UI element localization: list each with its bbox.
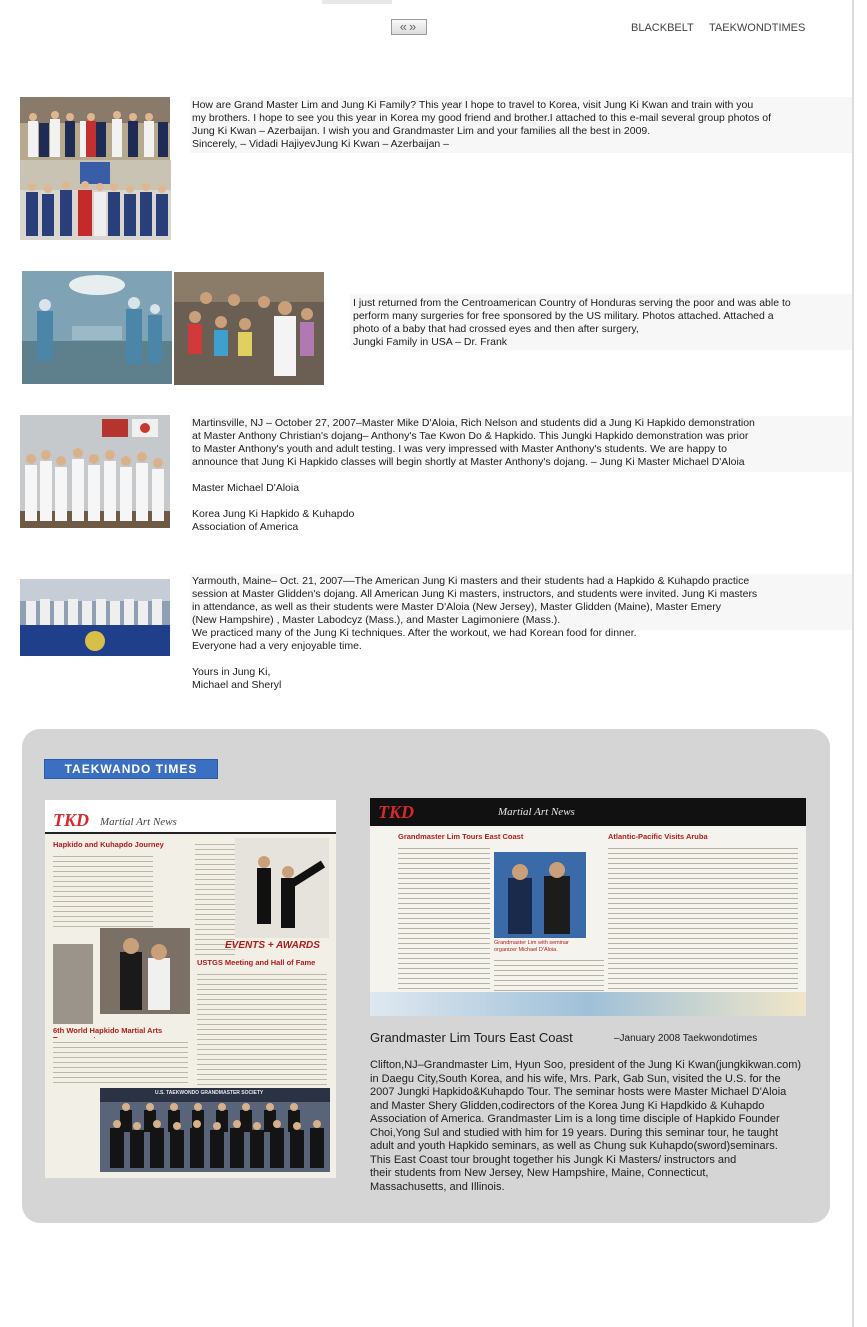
text-column bbox=[398, 844, 490, 994]
magazine-page-right[interactable] bbox=[370, 798, 806, 1016]
magazine-header bbox=[45, 800, 336, 834]
small-photo-column bbox=[53, 944, 93, 1024]
post-text-azerbaijan: How are Grand Master Lim and Jung Ki Family? This year I hope to travel to Korea, visit Jung Ki Kwan and train with you my brothers. I hope to see you this year in Korea my good friend and brother.I attached to this e-mail several group photos of Jung Ki Kwan – Azerbaijan. I wish you and Grandmaster Lim and your families all the best in 2009. Sincerely, – Vidadi HajiyevJung Ki Kwan – Azerbaijan – bbox=[192, 99, 771, 150]
lim-seminar-photo bbox=[494, 852, 586, 938]
magazine-logo: TKD bbox=[378, 802, 414, 822]
next-arrow-icon[interactable]: » bbox=[409, 19, 419, 34]
post-text-yarmouth: Yarmouth, Maine– Oct. 21, 2007––The American Jung Ki masters and their students had a Hapkido & Kuhapdo practice session at Master Glidden's dojang. All American Jung Ki masters, instructors, and students were invited. Jung Ki masters in attendance, as well as their students were Master D'Aloia (New Jersey), Master Glidden (Maine), Master Emery (New Hampshire) , Master Labodcyz (Mass.), and Master Lagimoniere (Mass.). We practiced many of the Jung Ki techniques. After the workout, we had Korean food for dinner. Everyone had a very enjoyable time. Yours in Jung Ki, Michael and Sheryl bbox=[192, 575, 758, 691]
article-title: Grandmaster Lim Tours East Coast bbox=[370, 1030, 573, 1045]
grandmaster-photo bbox=[100, 928, 190, 1014]
text-column bbox=[608, 844, 798, 994]
magazine-footer-band bbox=[370, 992, 806, 1016]
right-head-lim-tours: Grandmaster Lim Tours East Coast bbox=[398, 832, 524, 841]
page-frame-edge bbox=[852, 0, 854, 1327]
pager[interactable] bbox=[391, 19, 427, 35]
text-column bbox=[53, 1038, 188, 1086]
prev-arrow-icon[interactable]: « bbox=[399, 19, 409, 34]
magazine-name: Martial Art News bbox=[100, 816, 177, 828]
article-date: –January 2008 Taekwondotimes bbox=[614, 1033, 758, 1044]
group-photo-azerbaijan-2 bbox=[20, 160, 171, 240]
photo-caption: Grandmaster Lim with seminar organizer Michael D'Aloia. bbox=[494, 940, 569, 953]
honduras-family-photo bbox=[174, 272, 324, 385]
article-body: Clifton,NJ–Grandmaster Lim, Hyun Soo, president of the Jung Ki Kwan(jungkikwan.com) in Daegu City,South Korea, and his wife, Mrs. Park, Gab Sun, visited the U.S. for the 2007 Jungki Hapkido&Kuhapdo Tour. The seminar hosts were Master Michael D'Aloia and Master Shery Glidden,codirectors of the Korea Jung Ki Hapdkido & Kuhapdo Association of America. Grandmaster Lim is a long time disciple of Hapkido Founder Choi,Yong Sul and studied with him for 19 years. During this seminar tour, he taught adult and youth Hapkido seminars, as well as Chung suk Kuhapdo(sword)seminars. This East Coast tour brought together his Jungk Ki Masters/ instructors and their students from New Jersey, New Hampshire, Maine, Connecticut, Massachusetts, and Illinois. bbox=[370, 1059, 802, 1193]
text-column bbox=[53, 852, 153, 928]
right-head-aruba: Atlantic-Pacific Visits Aruba bbox=[608, 832, 708, 841]
kick-photo bbox=[235, 838, 329, 938]
magazine-logo: TKD bbox=[53, 810, 89, 830]
text-column bbox=[494, 956, 604, 994]
top-tab bbox=[322, 0, 392, 4]
left-head-society: U.S. TAEKWONDO GRANDMASTER SOCIETY bbox=[155, 1090, 264, 1096]
surgery-photo bbox=[22, 271, 172, 384]
magazine-page-left[interactable] bbox=[45, 800, 336, 1178]
nav-blackbelt[interactable]: BLACKBELT bbox=[631, 22, 694, 34]
left-head-events: EVENTS + AWARDS bbox=[225, 940, 320, 951]
magazine-name: Martial Art News bbox=[498, 806, 575, 818]
text-column bbox=[197, 970, 327, 1086]
post-text-martinsville: Martinsville, NJ – October 27, 2007–Master Mike D'Aloia, Rich Nelson and students did a Jung Ki Hapkido demonstration at Master Anthony Christian's dojang– Anthony's Tae Kwon Do & Hapkido. This Jungki Hapkido demonstration was prior to Master Anthony's youth and adult testing. I was very impressed with Master Anthony's students. We are happy to announce that Jung Ki Hapkido classes will begin shortly at Master Anthony's dojang. – Jung Ki Master Michael D'Aloia Master Michael D'Aloia Korea Jung Ki Hapkido & Kuhapdo Association of America bbox=[192, 417, 755, 533]
group-photo-azerbaijan-1 bbox=[20, 97, 170, 160]
left-head-ustgs: USTGS Meeting and Hall of Fame bbox=[197, 958, 316, 967]
martinsville-demo-photo bbox=[20, 415, 170, 528]
left-head-tournament: 6th World Hapkido Martial Arts bbox=[53, 1026, 163, 1035]
grandmaster-society-photo bbox=[100, 1088, 330, 1172]
magazine-header bbox=[370, 798, 806, 826]
tkd-times-badge: TAEKWANDO TIMES bbox=[44, 759, 218, 779]
post-text-honduras: I just returned from the Centroamerican Country of Honduras serving the poor and was able to perform many surgeries for free sponsored by the US military. Photos attached. Attached a photo of a baby that had crossed eyes and then after surgery, Jungki Family in USA – Dr. Frank bbox=[353, 297, 791, 348]
nav-taekwondtimes[interactable]: TAEKWONDTIMES bbox=[709, 22, 806, 34]
yarmouth-session-photo bbox=[20, 579, 170, 656]
left-head-journey: Hapkido and Kuhapdo Journey bbox=[53, 840, 164, 849]
